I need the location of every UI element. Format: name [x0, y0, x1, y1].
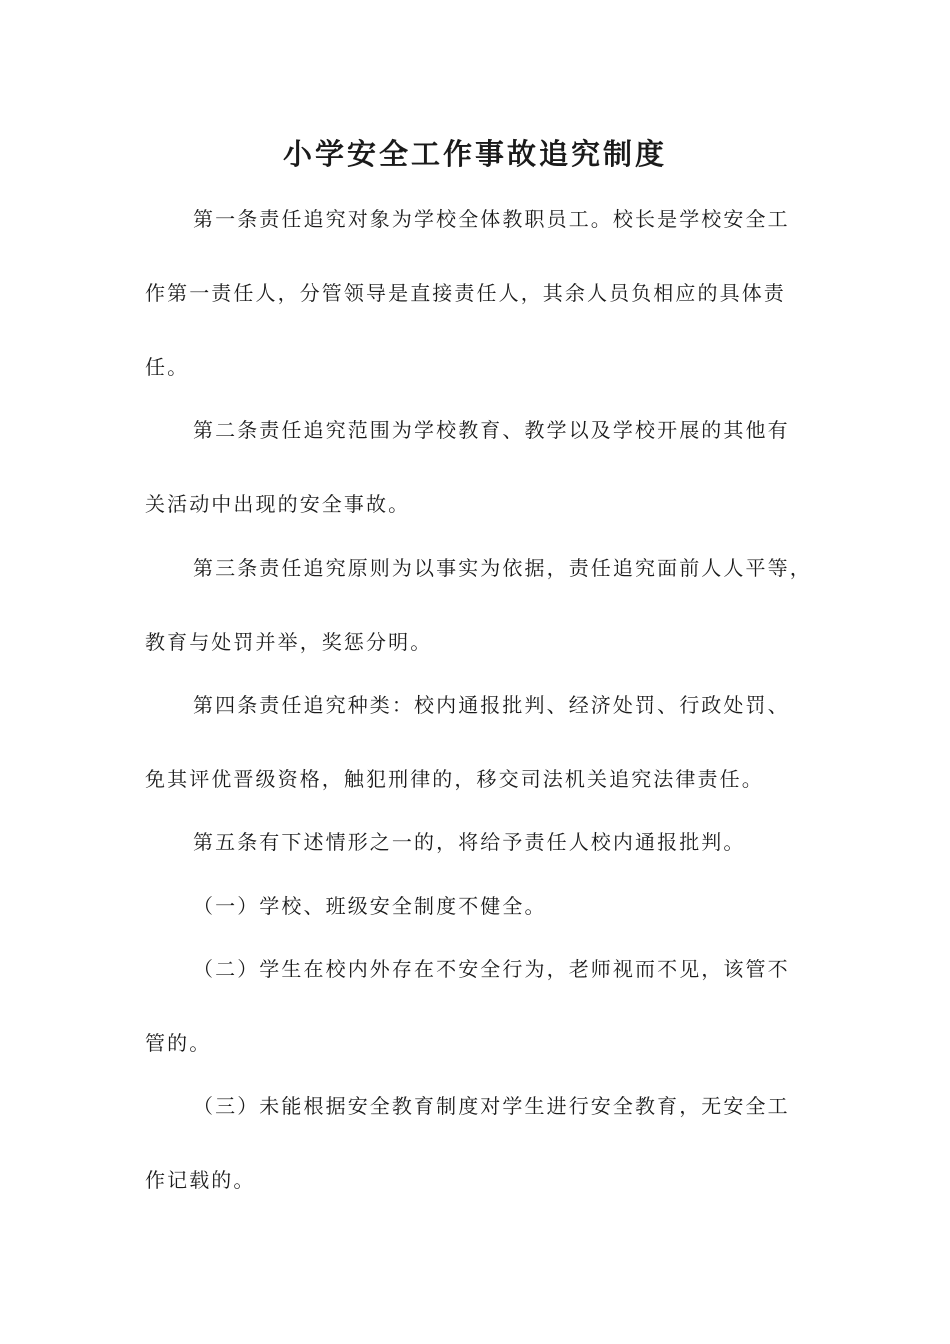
document-title: 小学安全工作事故追究制度: [282, 137, 667, 171]
article-1-line-1: 第一条责任追究对象为学校全体教职员工。校长是学校安全工: [193, 207, 790, 231]
article-3-line-2: 教育与处罚并举，奖惩分明。: [145, 630, 433, 654]
clause-1-line-1: （一）学校、班级安全制度不健全。: [193, 894, 547, 918]
article-1-line-2: 作第一责任人，分管领导是直接责任人，其余人员负相应的具体责: [145, 281, 786, 305]
article-4-line-2: 免其评优晋级资格，触犯刑律的，移交司法机关追究法律责任。: [145, 767, 764, 791]
clause-2-line-1: （二）学生在校内外存在不安全行为，老师视而不见，该管不: [193, 957, 790, 981]
article-3-line-1: 第三条责任追究原则为以事实为依据，责任追究面前人人平等，: [193, 556, 812, 580]
article-2-line-2: 关活动中出现的安全事故。: [145, 492, 411, 516]
clause-3-line-1: （三）未能根据安全教育制度对学生进行安全教育，无安全工: [193, 1094, 790, 1118]
article-5-line-1: 第五条有下述情形之一的，将给予责任人校内通报批判。: [193, 830, 746, 854]
article-2-line-1: 第二条责任追究范围为学校教育、教学以及学校开展的其他有: [193, 418, 790, 442]
clause-3-line-2: 作记载的。: [145, 1168, 256, 1192]
clause-2-line-2: 管的。: [145, 1031, 212, 1055]
article-4-line-1: 第四条责任追究种类：校内通报批判、经济处罚、行政处罚、: [193, 693, 790, 717]
article-1-line-3: 任。: [145, 355, 190, 379]
